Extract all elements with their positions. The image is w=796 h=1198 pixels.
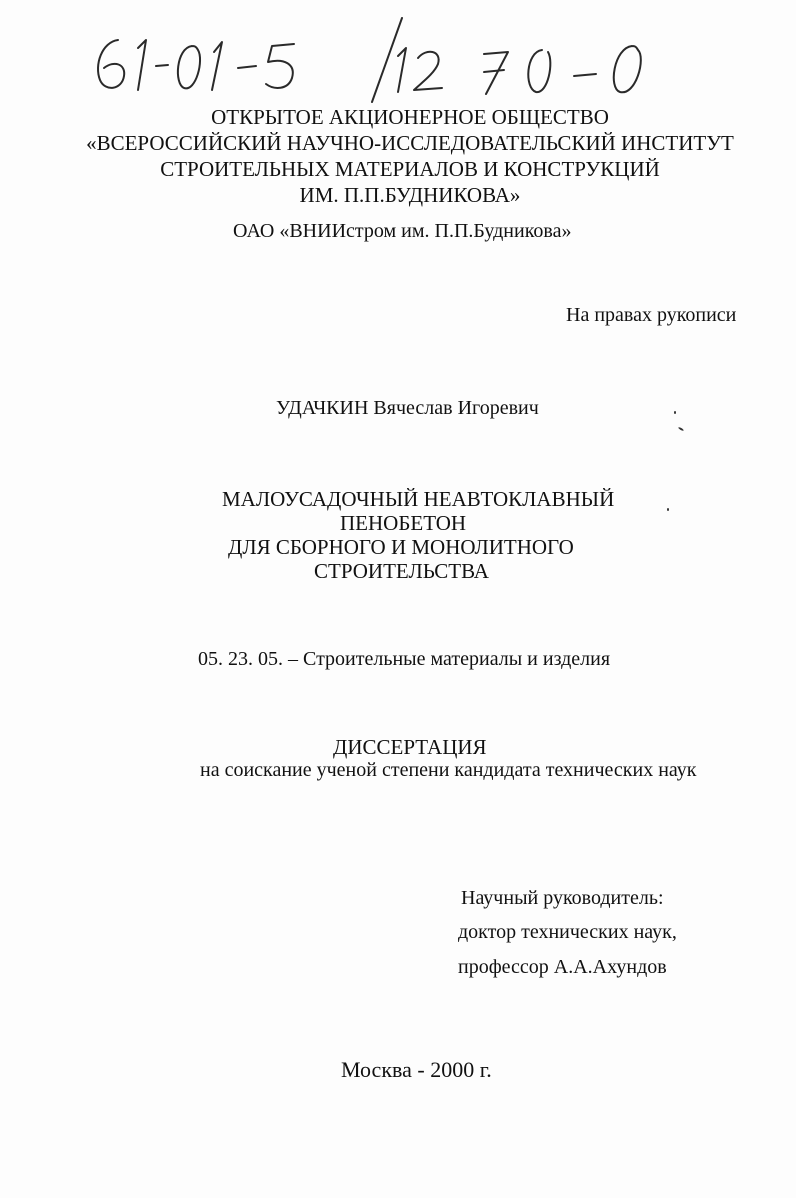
supervisor-name: профессор А.А.Ахундов [458, 956, 667, 978]
manuscript-note: На правах рукописи [566, 304, 737, 326]
organization-line-4: ИМ. П.П.БУДНИКОВА» [299, 183, 521, 207]
scan-speck [678, 427, 684, 432]
organization-line-3: СТРОИТЕЛЬНЫХ МАТЕРИАЛОВ И КОНСТРУКЦИЙ [160, 157, 660, 181]
supervisor-degree: доктор технических наук, [458, 921, 677, 943]
document-type-purpose: на соискание ученой степени кандидата технических наук [200, 759, 697, 781]
title-line-4: СТРОИТЕЛЬСТВА [314, 559, 489, 583]
author-name: УДАЧКИН Вячеслав Игоревич [276, 397, 539, 419]
scan-speck [667, 508, 669, 511]
title-line-3: ДЛЯ СБОРНОГО И МОНОЛИТНОГО [228, 535, 574, 559]
scan-speck [674, 411, 676, 414]
title-line-1: МАЛОУСАДОЧНЫЙ НЕАВТОКЛАВНЫЙ [222, 487, 615, 511]
handwritten-catalog-number [80, 10, 680, 105]
organization-line-1: ОТКРЫТОЕ АКЦИОНЕРНОЕ ОБЩЕСТВО [211, 105, 609, 129]
organization-line-2: «ВСЕРОССИЙСКИЙ НАУЧНО-ИССЛЕДОВАТЕЛЬСКИЙ ИНСТИТУТ [86, 131, 734, 155]
title-line-2: ПЕНОБЕТОН [340, 511, 467, 535]
specialty-code: 05. 23. 05. – Строительные материалы и изделия [198, 648, 611, 670]
document-type-label: ДИССЕРТАЦИЯ [333, 735, 487, 759]
city-year: Москва - 2000 г. [341, 1057, 492, 1082]
supervisor-heading: Научный руководитель: [461, 887, 664, 909]
organization-short-name: ОАО «ВНИИстром им. П.П.Будникова» [233, 220, 572, 242]
